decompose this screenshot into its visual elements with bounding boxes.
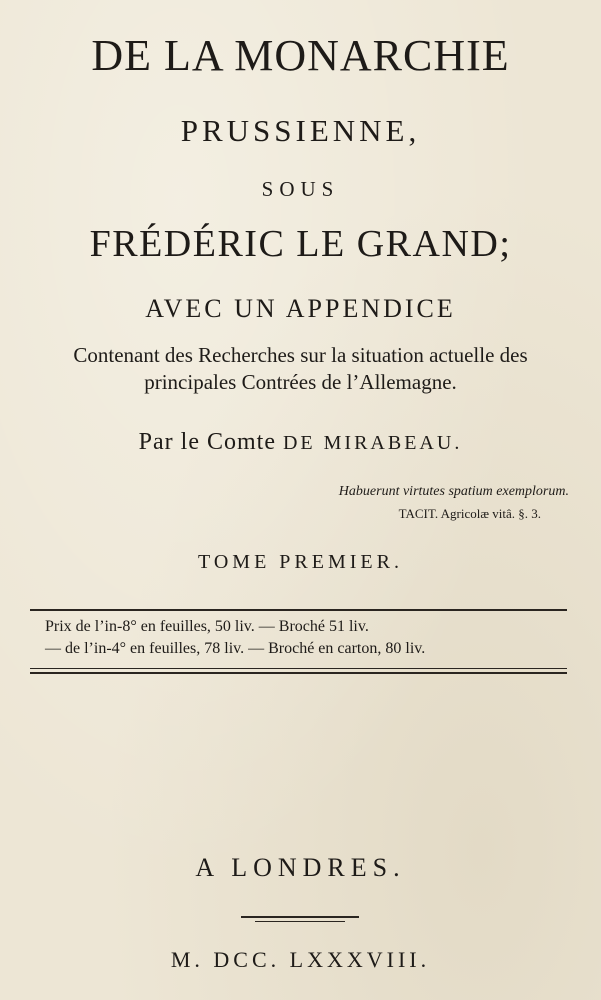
imprint-rule xyxy=(241,916,359,918)
epigraph-quote: Habuerunt virtutes spatium exemplorum. xyxy=(338,484,569,499)
price-rule-top xyxy=(30,609,567,611)
price-rule-bottom-thick xyxy=(30,672,567,674)
author-prefix: Par le Comte xyxy=(138,429,276,455)
volume-label: TOME PREMIER. xyxy=(198,551,403,573)
imprint-place: A LONDRES. xyxy=(195,853,406,882)
title-line-5: AVEC UN APPENDICE xyxy=(145,294,456,323)
author-line xyxy=(0,429,601,456)
epigraph-source: TACIT. Agricolæ vitâ. §. 3. xyxy=(398,506,541,521)
title-line-4: FRÉDÉRIC LE GRAND; xyxy=(89,223,512,265)
subtitle-line-2: principales Contrées de l’Allemagne. xyxy=(144,370,457,394)
title-line-2: PRUSSIENNE, xyxy=(180,113,421,148)
title-line-1: DE LA MONARCHIE xyxy=(91,31,510,80)
price-line-2: — de l’in-4° en feuilles, 78 liv. — Broché en carton, 80 liv. xyxy=(45,640,426,657)
title-line-3: SOUS xyxy=(261,177,340,201)
imprint-year: M. DCC. LXXXVIII. xyxy=(170,947,431,972)
subtitle-line-1: Contenant des Recherches sur la situation actuelle des xyxy=(73,343,528,367)
author-name: DE MIRABEAU. xyxy=(282,432,463,454)
price-line-1: Prix de l’in-8° en feuilles, 50 liv. — Broché 51 liv. xyxy=(45,618,369,635)
price-rule-bottom-thin xyxy=(30,668,567,669)
imprint-rule-thin xyxy=(255,921,345,922)
